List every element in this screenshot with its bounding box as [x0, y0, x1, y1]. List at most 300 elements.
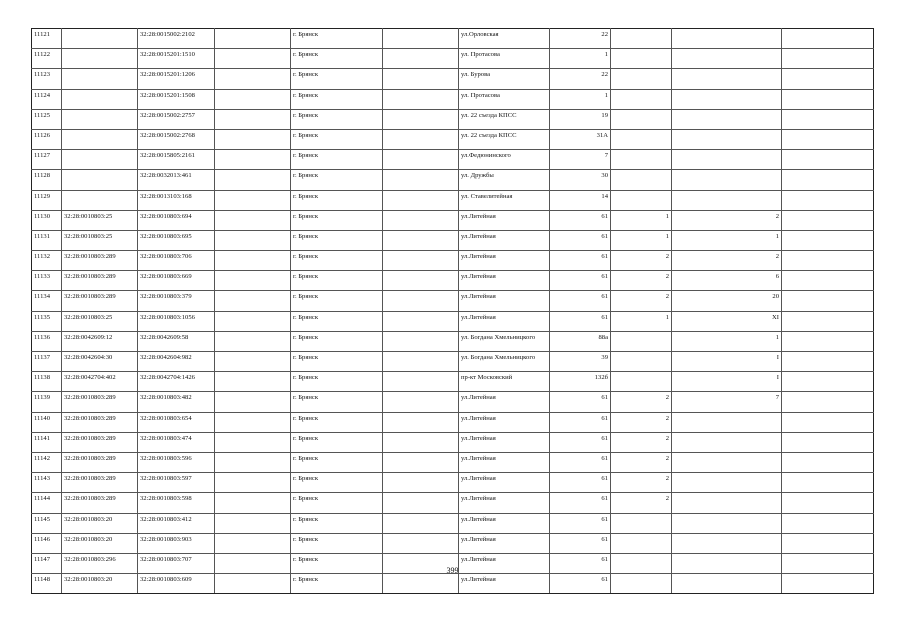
land-cadastral-number-cell: 32:28:0010803:289 — [62, 493, 138, 513]
room-number-cell — [672, 190, 782, 210]
street-cell: ул.Литейная — [459, 513, 550, 533]
table-row — [32, 331, 874, 351]
blank-cell-cell — [383, 372, 459, 392]
city-cell: г. Брянск — [291, 170, 383, 190]
blank-cell — [782, 392, 874, 412]
street-cell: ул.Литейная — [459, 210, 550, 230]
land-cadastral-number-cell: 32:28:0010803:289 — [62, 251, 138, 271]
blank-cell-cell — [215, 251, 291, 271]
blank-cell — [782, 412, 874, 432]
street-cell: ул. Богдана Хмельницкого — [459, 352, 550, 372]
street-cell: пр-кт Московский — [459, 372, 550, 392]
street-cell: ул.Литейная — [459, 432, 550, 452]
blank-cell — [782, 251, 874, 271]
city-cell: г. Брянск — [291, 493, 383, 513]
room-number-cell — [672, 574, 782, 594]
object-cadastral-number-cell: 32:28:0010803:609 — [138, 574, 215, 594]
city-cell: г. Брянск — [291, 432, 383, 452]
land-cadastral-number-cell: 32:28:0042604:30 — [62, 352, 138, 372]
floor-cell — [611, 150, 672, 170]
blank-cell-cell — [215, 29, 291, 49]
blank-cell-cell — [215, 493, 291, 513]
house-number-cell: 31А — [550, 129, 611, 149]
object-cadastral-number-cell: 32:28:0010803:654 — [138, 412, 215, 432]
blank-cell-cell — [383, 129, 459, 149]
blank-cell-cell — [383, 473, 459, 493]
land-cadastral-number-cell: 32:28:0010803:20 — [62, 574, 138, 594]
street-cell: ул.Литейная — [459, 392, 550, 412]
floor-cell: 2 — [611, 432, 672, 452]
object-cadastral-number-cell: 32:28:0010803:903 — [138, 533, 215, 553]
blank-cell — [782, 129, 874, 149]
floor-cell — [611, 331, 672, 351]
object-cadastral-number-cell: 32:28:0015201:1508 — [138, 89, 215, 109]
blank-cell — [782, 170, 874, 190]
table-row — [32, 574, 874, 594]
object-cadastral-number-cell: 32:28:0010803:1056 — [138, 311, 215, 331]
floor-cell — [611, 574, 672, 594]
room-number-cell — [672, 170, 782, 190]
row-number-cell: 11124 — [32, 89, 62, 109]
house-number-cell: 19 — [550, 109, 611, 129]
street-cell: ул.Литейная — [459, 493, 550, 513]
row-number-cell: 11144 — [32, 493, 62, 513]
blank-cell-cell — [383, 29, 459, 49]
blank-cell-cell — [215, 291, 291, 311]
blank-cell-cell — [215, 412, 291, 432]
blank-cell-cell — [215, 311, 291, 331]
house-number-cell: 61 — [550, 271, 611, 291]
row-number-cell: 11121 — [32, 29, 62, 49]
blank-cell-cell — [215, 210, 291, 230]
house-number-cell: 61 — [550, 533, 611, 553]
room-number-cell: XI — [672, 311, 782, 331]
street-cell: ул.Литейная — [459, 412, 550, 432]
table-row — [32, 190, 874, 210]
city-cell: г. Брянск — [291, 452, 383, 472]
blank-cell — [782, 311, 874, 331]
object-cadastral-number-cell: 32:28:0042604:982 — [138, 352, 215, 372]
city-cell: г. Брянск — [291, 331, 383, 351]
floor-cell — [611, 513, 672, 533]
street-cell: ул.Литейная — [459, 251, 550, 271]
table-row — [32, 251, 874, 271]
street-cell: ул. Протасова — [459, 49, 550, 69]
blank-cell-cell — [383, 452, 459, 472]
street-cell: ул.Литейная — [459, 230, 550, 250]
house-number-cell: 14 — [550, 190, 611, 210]
object-cadastral-number-cell: 32:28:0010803:412 — [138, 513, 215, 533]
floor-cell — [611, 190, 672, 210]
object-cadastral-number-cell: 32:28:0010803:694 — [138, 210, 215, 230]
object-cadastral-number-cell: 32:28:0010803:596 — [138, 452, 215, 472]
object-cadastral-number-cell: 32:28:0015201:1510 — [138, 49, 215, 69]
street-cell: ул. Протасова — [459, 89, 550, 109]
blank-cell — [782, 473, 874, 493]
house-number-cell: 61 — [550, 493, 611, 513]
room-number-cell — [672, 493, 782, 513]
table-row — [32, 271, 874, 291]
table-row — [32, 291, 874, 311]
floor-cell — [611, 29, 672, 49]
land-cadastral-number-cell: 32:28:0010803:296 — [62, 553, 138, 573]
blank-cell — [782, 190, 874, 210]
city-cell: г. Брянск — [291, 271, 383, 291]
city-cell: г. Брянск — [291, 49, 383, 69]
object-cadastral-number-cell: 32:28:0010803:706 — [138, 251, 215, 271]
house-number-cell: 61 — [550, 230, 611, 250]
row-number-cell: 11134 — [32, 291, 62, 311]
blank-cell — [782, 331, 874, 351]
floor-cell: 2 — [611, 291, 672, 311]
table-row — [32, 129, 874, 149]
room-number-cell — [672, 452, 782, 472]
land-cadastral-number-cell — [62, 49, 138, 69]
blank-cell-cell — [215, 392, 291, 412]
room-number-cell — [672, 69, 782, 89]
blank-cell-cell — [215, 129, 291, 149]
floor-cell: 2 — [611, 493, 672, 513]
table-row — [32, 352, 874, 372]
floor-cell: 2 — [611, 412, 672, 432]
floor-cell: 1 — [611, 230, 672, 250]
room-number-cell — [672, 29, 782, 49]
house-number-cell: 7 — [550, 150, 611, 170]
page-number: 399 — [446, 566, 459, 575]
room-number-cell — [672, 432, 782, 452]
house-number-cell: 61 — [550, 291, 611, 311]
blank-cell-cell — [215, 49, 291, 69]
house-number-cell: 132б — [550, 372, 611, 392]
row-number-cell: 11142 — [32, 452, 62, 472]
land-cadastral-number-cell: 32:28:0010803:289 — [62, 412, 138, 432]
floor-cell — [611, 69, 672, 89]
table-row — [32, 89, 874, 109]
room-number-cell — [672, 89, 782, 109]
blank-cell-cell — [215, 150, 291, 170]
city-cell: г. Брянск — [291, 190, 383, 210]
floor-cell — [611, 89, 672, 109]
city-cell: г. Брянск — [291, 352, 383, 372]
street-cell: ул.Литейная — [459, 473, 550, 493]
street-cell: ул. Дружбы — [459, 170, 550, 190]
blank-cell-cell — [215, 473, 291, 493]
city-cell: г. Брянск — [291, 109, 383, 129]
object-cadastral-number-cell: 32:28:0042609:58 — [138, 331, 215, 351]
land-cadastral-number-cell — [62, 109, 138, 129]
room-number-cell: I — [672, 372, 782, 392]
blank-cell-cell — [215, 513, 291, 533]
table-row — [32, 109, 874, 129]
blank-cell — [782, 89, 874, 109]
object-cadastral-number-cell: 32:28:0010803:482 — [138, 392, 215, 412]
row-number-cell: 11129 — [32, 190, 62, 210]
table-row — [32, 452, 874, 472]
blank-cell-cell — [215, 69, 291, 89]
floor-cell: 1 — [611, 311, 672, 331]
blank-cell-cell — [215, 170, 291, 190]
table-row — [32, 473, 874, 493]
blank-cell-cell — [383, 331, 459, 351]
house-number-cell: 61 — [550, 473, 611, 493]
row-number-cell: 11148 — [32, 574, 62, 594]
city-cell: г. Брянск — [291, 291, 383, 311]
street-cell: ул.Литейная — [459, 271, 550, 291]
street-cell: ул.Федюнинского — [459, 150, 550, 170]
row-number-cell: 11126 — [32, 129, 62, 149]
object-cadastral-number-cell: 32:28:0015201:1206 — [138, 69, 215, 89]
table-row — [32, 49, 874, 69]
house-number-cell: 61 — [550, 251, 611, 271]
street-cell: ул.Литейная — [459, 452, 550, 472]
house-number-cell: 39 — [550, 352, 611, 372]
room-number-cell — [672, 109, 782, 129]
blank-cell-cell — [215, 452, 291, 472]
object-cadastral-number-cell: 32:28:0032013:461 — [138, 170, 215, 190]
land-cadastral-number-cell: 32:28:0010803:20 — [62, 533, 138, 553]
blank-cell-cell — [383, 251, 459, 271]
blank-cell-cell — [215, 190, 291, 210]
blank-cell — [782, 493, 874, 513]
table-row — [32, 432, 874, 452]
blank-cell-cell — [383, 352, 459, 372]
house-number-cell: 61 — [550, 553, 611, 573]
room-number-cell — [672, 129, 782, 149]
land-cadastral-number-cell: 32:28:0010803:20 — [62, 513, 138, 533]
street-cell: ул. 22 съезда КПСС — [459, 129, 550, 149]
land-cadastral-number-cell — [62, 69, 138, 89]
house-number-cell: 1 — [550, 89, 611, 109]
table-row — [32, 412, 874, 432]
blank-cell-cell — [383, 190, 459, 210]
blank-cell-cell — [383, 392, 459, 412]
land-cadastral-number-cell: 32:28:0042704:402 — [62, 372, 138, 392]
blank-cell — [782, 291, 874, 311]
table-row — [32, 493, 874, 513]
blank-cell-cell — [215, 271, 291, 291]
row-number-cell: 11141 — [32, 432, 62, 452]
object-cadastral-number-cell: 32:28:0010803:707 — [138, 553, 215, 573]
blank-cell-cell — [215, 372, 291, 392]
blank-cell-cell — [383, 109, 459, 129]
blank-cell-cell — [383, 271, 459, 291]
object-cadastral-number-cell: 32:28:0015002:2768 — [138, 129, 215, 149]
city-cell: г. Брянск — [291, 129, 383, 149]
house-number-cell: 61 — [550, 210, 611, 230]
land-cadastral-number-cell — [62, 89, 138, 109]
table-row — [32, 170, 874, 190]
object-cadastral-number-cell: 32:28:0015002:2757 — [138, 109, 215, 129]
blank-cell — [782, 352, 874, 372]
room-number-cell — [672, 533, 782, 553]
object-cadastral-number-cell: 32:28:0010803:379 — [138, 291, 215, 311]
floor-cell: 2 — [611, 452, 672, 472]
row-number-cell: 11127 — [32, 150, 62, 170]
blank-cell — [782, 69, 874, 89]
object-cadastral-number-cell: 32:28:0010803:597 — [138, 473, 215, 493]
blank-cell — [782, 49, 874, 69]
city-cell: г. Брянск — [291, 412, 383, 432]
room-number-cell: I — [672, 352, 782, 372]
room-number-cell: 1 — [672, 331, 782, 351]
house-number-cell: 22 — [550, 29, 611, 49]
room-number-cell: 2 — [672, 251, 782, 271]
house-number-cell: 30 — [550, 170, 611, 190]
land-cadastral-number-cell: 32:28:0010803:25 — [62, 311, 138, 331]
blank-cell-cell — [383, 412, 459, 432]
land-cadastral-number-cell — [62, 190, 138, 210]
street-cell: ул. Богдана Хмельницкого — [459, 331, 550, 351]
blank-cell — [782, 109, 874, 129]
land-cadastral-number-cell: 32:28:0010803:289 — [62, 291, 138, 311]
object-cadastral-number-cell: 32:28:0010803:695 — [138, 230, 215, 250]
city-cell: г. Брянск — [291, 473, 383, 493]
land-cadastral-number-cell: 32:28:0010803:25 — [62, 210, 138, 230]
city-cell: г. Брянск — [291, 311, 383, 331]
blank-cell-cell — [383, 432, 459, 452]
row-number-cell: 11122 — [32, 49, 62, 69]
object-cadastral-number-cell: 32:28:0015002:2102 — [138, 29, 215, 49]
city-cell: г. Брянск — [291, 251, 383, 271]
blank-cell-cell — [383, 291, 459, 311]
object-cadastral-number-cell: 32:28:0010803:669 — [138, 271, 215, 291]
city-cell: г. Брянск — [291, 69, 383, 89]
blank-cell — [782, 432, 874, 452]
row-number-cell: 11146 — [32, 533, 62, 553]
row-number-cell: 11130 — [32, 210, 62, 230]
blank-cell — [782, 533, 874, 553]
table-row — [32, 29, 874, 49]
table-row — [32, 311, 874, 331]
blank-cell-cell — [383, 533, 459, 553]
floor-cell — [611, 109, 672, 129]
blank-cell — [782, 29, 874, 49]
blank-cell-cell — [215, 533, 291, 553]
row-number-cell: 11143 — [32, 473, 62, 493]
room-number-cell — [672, 49, 782, 69]
table-row — [32, 392, 874, 412]
street-cell: ул.Орловская — [459, 29, 550, 49]
row-number-cell: 11133 — [32, 271, 62, 291]
land-cadastral-number-cell: 32:28:0042609:12 — [62, 331, 138, 351]
blank-cell — [782, 150, 874, 170]
house-number-cell: 61 — [550, 432, 611, 452]
city-cell: г. Брянск — [291, 89, 383, 109]
street-cell: ул.Литейная — [459, 533, 550, 553]
table-row — [32, 210, 874, 230]
blank-cell-cell — [383, 49, 459, 69]
room-number-cell — [672, 473, 782, 493]
street-cell: ул. 22 съезда КПСС — [459, 109, 550, 129]
blank-cell-cell — [383, 150, 459, 170]
room-number-cell: 7 — [672, 392, 782, 412]
blank-cell-cell — [215, 352, 291, 372]
blank-cell-cell — [215, 574, 291, 594]
land-cadastral-number-cell: 32:28:0010803:25 — [62, 230, 138, 250]
blank-cell — [782, 574, 874, 594]
floor-cell: 2 — [611, 251, 672, 271]
house-number-cell: 61 — [550, 574, 611, 594]
land-cadastral-number-cell — [62, 150, 138, 170]
row-number-cell: 11123 — [32, 69, 62, 89]
city-cell: г. Брянск — [291, 574, 383, 594]
street-cell: ул.Литейная — [459, 291, 550, 311]
blank-cell-cell — [383, 170, 459, 190]
row-number-cell: 11128 — [32, 170, 62, 190]
land-cadastral-number-cell: 32:28:0010803:289 — [62, 452, 138, 472]
object-cadastral-number-cell: 32:28:0013103:168 — [138, 190, 215, 210]
room-number-cell: 1 — [672, 230, 782, 250]
land-cadastral-number-cell — [62, 170, 138, 190]
room-number-cell — [672, 513, 782, 533]
table-row — [32, 69, 874, 89]
house-number-cell: 22 — [550, 69, 611, 89]
land-cadastral-number-cell: 32:28:0010803:289 — [62, 271, 138, 291]
row-number-cell: 11132 — [32, 251, 62, 271]
floor-cell — [611, 170, 672, 190]
house-number-cell: 61 — [550, 513, 611, 533]
house-number-cell: 88а — [550, 331, 611, 351]
row-number-cell: 11125 — [32, 109, 62, 129]
floor-cell: 1 — [611, 210, 672, 230]
floor-cell: 2 — [611, 271, 672, 291]
land-cadastral-number-cell: 32:28:0010803:289 — [62, 432, 138, 452]
row-number-cell: 11136 — [32, 331, 62, 351]
row-number-cell: 11131 — [32, 230, 62, 250]
row-number-cell: 11140 — [32, 412, 62, 432]
table-row — [32, 533, 874, 553]
land-cadastral-number-cell — [62, 129, 138, 149]
land-cadastral-number-cell: 32:28:0010803:289 — [62, 473, 138, 493]
city-cell: г. Брянск — [291, 513, 383, 533]
house-number-cell: 1 — [550, 49, 611, 69]
blank-cell-cell — [383, 210, 459, 230]
table-row — [32, 372, 874, 392]
room-number-cell — [672, 412, 782, 432]
blank-cell-cell — [215, 432, 291, 452]
row-number-cell: 11138 — [32, 372, 62, 392]
object-cadastral-number-cell: 32:28:0010803:598 — [138, 493, 215, 513]
registry-table — [31, 28, 874, 594]
blank-cell-cell — [215, 230, 291, 250]
blank-cell-cell — [383, 574, 459, 594]
floor-cell: 2 — [611, 473, 672, 493]
city-cell: г. Брянск — [291, 150, 383, 170]
blank-cell-cell — [383, 89, 459, 109]
house-number-cell: 61 — [550, 412, 611, 432]
city-cell: г. Брянск — [291, 372, 383, 392]
room-number-cell: 6 — [672, 271, 782, 291]
object-cadastral-number-cell: 32:28:0042704:1426 — [138, 372, 215, 392]
land-cadastral-number-cell: 32:28:0010803:289 — [62, 392, 138, 412]
city-cell: г. Брянск — [291, 230, 383, 250]
city-cell: г. Брянск — [291, 29, 383, 49]
room-number-cell — [672, 150, 782, 170]
table-body — [32, 29, 874, 594]
house-number-cell: 61 — [550, 311, 611, 331]
floor-cell — [611, 49, 672, 69]
blank-cell-cell — [215, 331, 291, 351]
city-cell: г. Брянск — [291, 553, 383, 573]
street-cell: ул.Литейная — [459, 311, 550, 331]
house-number-cell: 61 — [550, 392, 611, 412]
table-row — [32, 513, 874, 533]
room-number-cell: 2 — [672, 210, 782, 230]
row-number-cell: 11145 — [32, 513, 62, 533]
row-number-cell: 11137 — [32, 352, 62, 372]
row-number-cell: 11139 — [32, 392, 62, 412]
object-cadastral-number-cell: 32:28:0010803:474 — [138, 432, 215, 452]
